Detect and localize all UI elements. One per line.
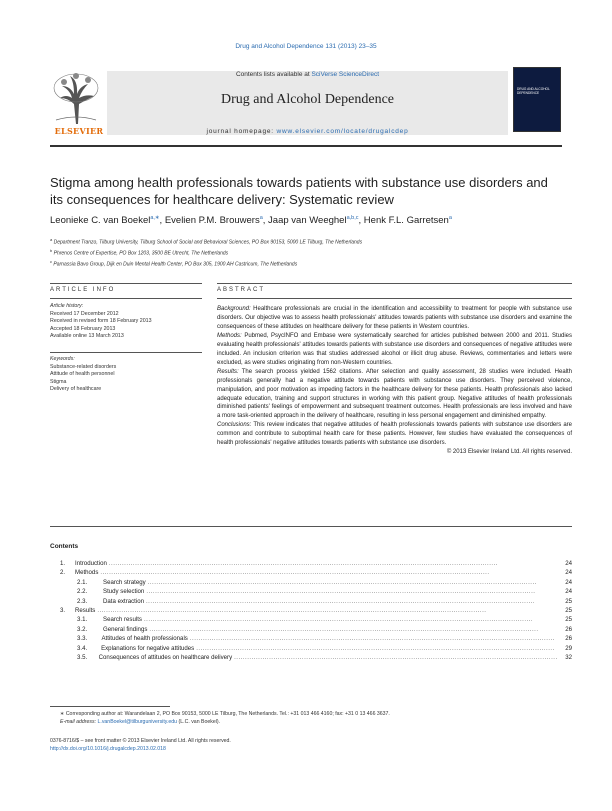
copyright-line: © 2013 Elsevier Ireland Ltd. All rights reserved. xyxy=(446,449,572,456)
journal-reference[interactable]: Drug and Alcohol Dependence 131 (2013) 23–35 xyxy=(235,43,377,50)
toc-entry[interactable] xyxy=(50,588,572,597)
affiliation-item: $^b$ Phrenos Centre of Expertise, PO Box 1203, 3500 BE Utrecht, The Netherlands xyxy=(50,247,229,257)
abstract-bottom-rule xyxy=(50,526,572,527)
author-name[interactable]: Evelien P.M. Brouwers xyxy=(164,215,260,227)
affiliation-item: $^c$ Parnassia Bavo Group, Dijk en Duin Mental Health Center, PO Box 305, 1900 AH Castricum, The Netherlands xyxy=(50,258,298,268)
affiliations xyxy=(50,236,562,269)
toc-page: 24 xyxy=(565,569,572,577)
sciencedirect-link[interactable]: SciVerse ScienceDirect xyxy=(311,71,380,78)
toc-title[interactable]: Data extraction xyxy=(103,597,144,605)
toc-leader xyxy=(100,569,554,576)
toc-number: 3.5. xyxy=(77,653,88,661)
history-item: Received 17 December 2012 xyxy=(50,310,119,317)
toc-number: 2.3. xyxy=(77,597,88,605)
author-email-link[interactable]: L.vanBoekel@tilburguniversity.edu xyxy=(97,719,178,726)
toc-page: 26 xyxy=(565,625,572,633)
cover-title: DRUG AND ALCOHOL DEPENDENCE xyxy=(517,87,550,95)
keywords-rule xyxy=(50,352,202,353)
abstract-conclusions: Conclusions: This review indicates that negative attitudes of health professionals towards patients with substance use disorders are common and contribute to suboptimal health care for these patients. However, few studies have evaluated the consequences of health professionals' negative attitudes towards patients with substance use disorders. xyxy=(217,422,572,447)
toc-entry[interactable] xyxy=(50,616,572,625)
keyword: Stigma xyxy=(50,378,67,385)
toc-leader xyxy=(109,560,554,567)
toc-title[interactable]: Methods xyxy=(75,569,99,577)
toc-number: 1. xyxy=(60,560,66,567)
toc-number: 2.1. xyxy=(77,578,88,586)
history-item: Received in revised form 18 February 2013 xyxy=(50,318,152,325)
toc-page: 29 xyxy=(565,644,572,652)
toc-number: 3. xyxy=(60,606,66,614)
toc-entry[interactable] xyxy=(50,598,572,607)
toc-number: 2.2. xyxy=(77,588,88,596)
toc-entry[interactable] xyxy=(50,579,572,588)
history-label: Article history: xyxy=(50,303,84,309)
toc-page: 24 xyxy=(565,578,572,586)
journal-homepage-link[interactable]: www.elsevier.com/locate/drugalcdep xyxy=(276,128,409,135)
doi-link[interactable]: http://dx.doi.org/10.1016/j.drugalcdep.2013.02.018 xyxy=(50,746,166,753)
toc-number: 3.3. xyxy=(77,635,88,643)
toc-title[interactable]: General findings xyxy=(103,625,148,633)
toc-page: 25 xyxy=(565,606,572,614)
toc-page: 26 xyxy=(565,635,572,643)
author-name[interactable]: Jaap van Weeghel xyxy=(268,215,347,227)
toc-entry[interactable] xyxy=(50,635,572,644)
toc-number: 2. xyxy=(60,569,66,577)
toc-entry[interactable] xyxy=(50,560,572,569)
toc-page: 25 xyxy=(565,597,572,605)
toc-leader xyxy=(146,588,554,595)
tree-icon xyxy=(50,68,103,126)
toc-entry[interactable] xyxy=(50,654,572,663)
toc-entry[interactable] xyxy=(50,645,572,654)
contents-heading: Contents xyxy=(50,543,79,550)
article-info-rule xyxy=(50,298,202,299)
masthead-rule xyxy=(50,145,562,147)
abstract-rule xyxy=(217,298,572,299)
history-item: Accepted 18 February 2013 xyxy=(50,325,116,332)
abstract-results: Results: The search process yielded 1562 citations. After selection and quality assessment, 28 studies were included. Health professionals generally had a negative attitude towards patients with substance use disorders. They perceived violence, manipulation, and poor motivation as impeding factors in the healthcare delivery for these patients. Health professionals also lacked adequate education, training and support structures in working with this patient group. Negative attitudes of health professionals diminished patients' feelings of empowerment and subsequent treatment outcomes. Health professionals are less involved and have a more task-oriented approach in the delivery of healthcare, resulting in less personal engagement and diminished empathy. xyxy=(217,368,572,420)
toc-entry[interactable] xyxy=(50,626,572,635)
toc-leader xyxy=(146,598,554,605)
abstract-background: Background: Healthcare professionals are crucial in the identification and accessibility to treatment for people with substance use disorders. Our objective was to assess health professionals' attitudes towards patients with substance use disorders and examine the consequences of these attitudes on healthcare delivery for these patients in Western countries. xyxy=(217,306,572,330)
article-history xyxy=(50,303,202,341)
issn-line: 0376-8716/$ – see front matter © 2013 Elsevier Ireland Ltd. All rights reserved. xyxy=(50,738,231,744)
toc-title[interactable]: Attitudes of health professionals xyxy=(101,635,188,643)
toc-title[interactable]: Consequences of attitudes on healthcare delivery xyxy=(98,653,233,661)
table-of-contents xyxy=(50,560,572,663)
toc-title[interactable]: Search results xyxy=(103,616,142,624)
toc-leader xyxy=(144,616,554,623)
affiliation-item: $^a$ Department Tranzo, Tilburg University, Tilburg School of Social and Behavioral Sciences, PO Box 90153, 5000 LE Tilburg, The Netherlands xyxy=(50,237,363,246)
toc-entry[interactable] xyxy=(50,607,572,616)
toc-leader xyxy=(190,635,555,642)
front-matter-footer xyxy=(50,737,562,754)
article-info-heading: ARTICLE INFO xyxy=(50,287,116,293)
keyword: Attitude of health personnel xyxy=(50,371,115,378)
author-name[interactable]: Leonieke C. van Boekel xyxy=(50,215,151,227)
article-info-rule-top xyxy=(50,283,202,284)
contents-available-line: Contents lists available at SciVerse ScienceDirect xyxy=(235,71,380,78)
abstract-body xyxy=(217,305,572,457)
toc-page: 25 xyxy=(565,616,572,624)
journal-name: Drug and Alcohol Dependence xyxy=(221,92,394,107)
toc-leader xyxy=(149,626,554,633)
publisher-wordmark[interactable]: ELSEVIER xyxy=(54,126,104,136)
abstract-rule-top xyxy=(217,283,572,284)
keywords-label: Keywords: xyxy=(50,356,75,362)
corresponding-author-footnote: ∗ Corresponding author at: Warandelaan 2, PO Box 90153, 5000 LE Tilburg, The Netherlands. Tel.: +31 013 466 4160; fax: +31 0 13 466 3637. E-mail address: L.vanBoekel@tilburguniversity.edu (L.C. van Boekel). xyxy=(60,711,390,726)
history-item: Available online 13 March 2013 xyxy=(50,333,124,340)
toc-title[interactable]: Study selection xyxy=(103,588,145,596)
abstract-methods: Methods: Pubmed, PsycINFO and Embase were systematically searched for articles published between 2000 and 2011. Studies evaluating health professionals' attitudes towards patients with substance use disorders and consequences of negative attitudes were included. An inclusion criterion was that studies addressed alcohol or illicit drug abuse. Reviews, commentaries and letters were excluded, as were studies originating from non-Western countries. xyxy=(217,332,572,366)
toc-number: 3.4. xyxy=(77,644,88,652)
author-name[interactable]: Henk F.L. Garretsen xyxy=(363,215,449,227)
footnote-rule xyxy=(50,706,170,707)
author-list: Leonieke C. van Boekel$^{a,∗}$, Evelien P.M. Brouwers$^a$, Jaap van Weeghel$^{a,b,c}$, Henk F.L. Garretsen$^a$ xyxy=(50,215,452,227)
abstract-heading: ABSTRACT xyxy=(217,287,266,293)
toc-title[interactable]: Explanations for negative attitudes xyxy=(101,644,195,652)
journal-cover-thumbnail[interactable] xyxy=(513,67,561,132)
toc-page: 24 xyxy=(565,560,572,567)
toc-entry[interactable] xyxy=(50,569,572,578)
toc-number: 3.1. xyxy=(77,616,88,624)
toc-title[interactable]: Search strategy xyxy=(103,578,146,586)
toc-leader xyxy=(97,607,554,614)
keyword: Delivery of healthcare xyxy=(50,386,102,393)
journal-homepage-line: journal homepage: www.elsevier.com/locate/drugalcdep xyxy=(206,128,409,135)
toc-leader xyxy=(234,654,557,661)
toc-number: 3.2. xyxy=(77,625,88,633)
toc-page: 24 xyxy=(565,588,572,596)
toc-leader xyxy=(196,645,555,652)
toc-title[interactable]: Introduction xyxy=(75,560,107,567)
keywords xyxy=(50,356,202,394)
keyword: Substance-related disorders xyxy=(50,363,117,370)
toc-leader xyxy=(148,579,554,586)
toc-title[interactable]: Results xyxy=(75,606,96,614)
article-title: Stigma among health professionals towards patients with substance use disorders and its consequences for healthcare delivery: Systematic review xyxy=(50,175,548,207)
toc-page: 32 xyxy=(565,653,573,661)
